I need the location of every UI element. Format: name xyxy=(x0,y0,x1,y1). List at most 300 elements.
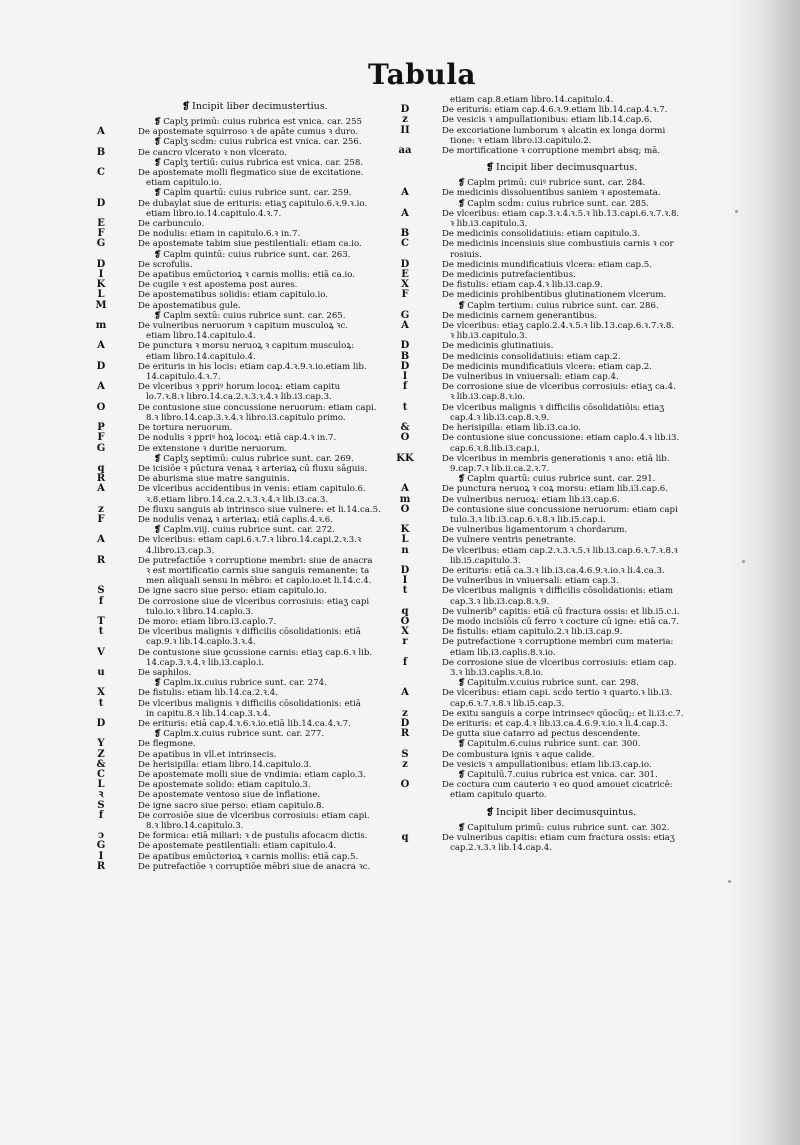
index-entry xyxy=(400,350,780,362)
entry-text: De vulneribus capitis: etiam cum fractura ossis: etiaʒ xyxy=(442,832,675,843)
entry-letter-marker: D xyxy=(96,258,106,270)
entry-letter-marker: O xyxy=(400,503,410,515)
book-heading xyxy=(420,806,780,819)
entry-letter-marker: KK xyxy=(396,452,414,464)
pilcrow-icon: ❡ xyxy=(458,678,466,689)
entry-letter-marker: I xyxy=(402,575,408,587)
entry-text: Caplm primū: cuiꝰ rubrice sunt. car. 284. xyxy=(467,178,646,189)
entry-text: Caplʒ primū: cuius rubrica est vnica. car. 255 xyxy=(163,117,363,127)
index-entry xyxy=(400,524,780,536)
entry-letter-marker: A xyxy=(401,320,409,332)
entry-text: etiam lib.i3.caplis.8.ꝛ.io. xyxy=(450,647,556,658)
index-entry xyxy=(396,452,780,464)
pilcrow-icon: ❡ xyxy=(486,162,495,174)
entry-text: Incipit liber decimusquintus. xyxy=(496,806,637,818)
index-entry xyxy=(402,636,780,648)
entry-text: De apostemate molli flegmatico siue de excitatione. xyxy=(138,168,364,179)
entry-letter-marker: z xyxy=(402,758,408,770)
entry-text: De carbunculo. xyxy=(138,219,205,230)
entry-text: De vulneribus in vniuersali: etiam cap.3. xyxy=(442,576,619,587)
entry-letter-marker: r xyxy=(402,636,408,648)
index-entry xyxy=(401,289,780,301)
ink-speck xyxy=(728,880,731,883)
entry-text: Incipit liber decimustertius. xyxy=(192,101,328,112)
entry-letter-marker: f xyxy=(98,595,104,607)
entry-letter-marker: S xyxy=(97,799,105,811)
entry-text: ꝛ.8.etiam libro.14.ca.2.ꝛ.3.ꝛ.4.ꝛ lib.i3.ca.3. xyxy=(146,494,329,505)
entry-text: Caplʒ septimū: cuius rubrice sunt. car. 269. xyxy=(163,453,354,464)
entry-text: De contusione siue concussione neruorum: etiam capi. xyxy=(138,402,377,413)
entry-text: De flegmone. xyxy=(138,739,196,750)
entry-letter-marker: F xyxy=(97,228,105,240)
entry-text: De medicinis prohibentibus glutinationem vlcerum. xyxy=(442,290,667,301)
entry-text: De formica: etiā miliari: ꝛ de pustulis afocacm dictis. xyxy=(138,831,368,842)
entry-text: De exitu sanguis a corpe intrinsecꝰ qūocūq;: et li.i3.c.7. xyxy=(442,708,684,719)
index-entry xyxy=(400,340,780,352)
chapter-heading xyxy=(420,678,780,688)
entry-letter-marker: D xyxy=(96,360,106,372)
entry-text: De medicinis mundificatiuis vlcera: etiam cap.5. xyxy=(442,259,652,270)
entry-text: De fistulis: etiam cap.4.ꝛ lib.i3.cap.9. xyxy=(442,280,603,291)
entry-continuation xyxy=(420,843,780,853)
entry-letter-marker: C xyxy=(97,167,105,179)
entry-letter-marker: A xyxy=(97,126,105,138)
entry-letter-marker: G xyxy=(400,309,410,321)
entry-text: 4.libro.i3.cap.3. xyxy=(146,545,215,556)
entry-letter-marker: Y xyxy=(97,738,105,750)
entry-letter-marker: D xyxy=(400,360,410,372)
entry-text: De vlceribus: etiam capi. scḋo tertio ꝛ quarto.ꝛ lib.i3. xyxy=(442,688,673,699)
entry-letter-marker: P xyxy=(97,422,105,434)
index-entry xyxy=(401,687,780,699)
entry-text: 14.capitulo.4.ꝛ.7. xyxy=(146,372,221,383)
entry-continuation xyxy=(420,699,780,709)
entry-text: De apostemate tabim siue pestilentiali: etiam ca.io. xyxy=(138,239,362,250)
entry-text: 14.cap.3.ꝛ.4.ꝛ lib.i3.caplo.i. xyxy=(146,657,264,668)
entry-continuation xyxy=(420,464,780,474)
entry-text: De apostematibus gule. xyxy=(138,300,241,311)
entry-text: De icisiōe ꝛ pūctura venaꝝ ꝛ arteriaꝝ cū fluxu sāguis. xyxy=(138,463,368,474)
right-column xyxy=(396,95,780,854)
entry-text: De putrefactione ꝛ corruptione membri cum materia: xyxy=(442,637,674,648)
entry-text: cap.6.ꝛ.8.lib.i3.cap.i. xyxy=(450,443,540,454)
index-entry xyxy=(402,381,780,393)
entry-letter-marker: G xyxy=(96,238,106,250)
pilcrow-icon: ❡ xyxy=(486,806,495,818)
pilcrow-icon: ❡ xyxy=(458,198,466,209)
entry-letter-marker: T xyxy=(97,615,105,627)
entry-letter-marker: R xyxy=(400,728,410,740)
index-entry xyxy=(401,483,780,495)
entry-text: etiam capitulo.io. xyxy=(146,178,222,189)
entry-text: Caplʒ scḋm: cuius rubrica est vnica. car. 256. xyxy=(163,137,362,148)
entry-text: De apatibus emūctorioꝝ ꝛ carnis mollis: etiā ca.io. xyxy=(138,270,355,281)
index-entry xyxy=(398,145,780,157)
entry-text: tulo.io.ꝛ libro.14.caplo.3. xyxy=(146,606,254,617)
entry-letter-marker: II xyxy=(400,124,410,136)
entry-text: De apatibus emūctorioꝝ ꝛ carnis mollis: etiā cap.5. xyxy=(138,851,359,862)
entry-text: tulo.3.ꝛ lib.i3.cap.6.ꝛ.8.ꝛ lib.i5.cap.i. xyxy=(450,514,606,525)
entry-text: De vulneribus neruorum ꝛ capitum musculoꝝ ꝛc. xyxy=(138,321,349,332)
entry-letter-marker: X xyxy=(97,687,105,699)
entry-letter-marker: t xyxy=(98,697,104,709)
pilcrow-icon: ❡ xyxy=(182,101,191,112)
entry-text: De apostemate ventoso siue de inflatione. xyxy=(138,790,321,801)
index-entry xyxy=(401,831,780,843)
entry-letter-marker: E xyxy=(401,269,409,281)
chapter-heading xyxy=(420,474,780,484)
entry-text: lib.i5.capitulo.3. xyxy=(450,555,521,566)
entry-text: rosiuis. xyxy=(450,249,482,260)
index-entry xyxy=(402,371,780,383)
entry-text: 9.cap.7.ꝛ lib.ii.ca.2.ꝛ.7. xyxy=(450,463,550,474)
entry-text: Caplm.viij. cuius rubrice sunt. car. 272. xyxy=(163,525,336,536)
index-entry xyxy=(401,534,780,546)
pilcrow-icon: ❡ xyxy=(154,157,162,168)
entry-letter-marker: L xyxy=(401,534,409,546)
entry-text: De vlceribus malignis ꝛ difficilis cōsolidationis: etiam xyxy=(442,586,673,597)
entry-text: De corrosione siue de vlceribus corrosiuis: etiaʒ ca.4. xyxy=(442,382,676,393)
index-entry xyxy=(401,544,780,556)
entry-letter-marker: z xyxy=(98,503,104,515)
entry-text: etiam libro.14.capitulo.4. xyxy=(146,331,256,342)
entry-text: De vlceribus ꝛ ppriꝰ horum locoꝝ: etiam capitu xyxy=(138,382,341,393)
chapter-heading xyxy=(420,301,780,311)
entry-text: Caplm.ix.cuius rubrice sunt. car. 274. xyxy=(163,678,327,689)
entry-text: De vlceribus: etiam cap.3.ꝛ.4.ꝛ.5.ꝛ lib.13.capi.6.ꝛ.7.ꝛ.8. xyxy=(442,208,680,219)
entry-letter-marker: F xyxy=(97,513,105,525)
entry-letter-marker: f xyxy=(402,381,408,393)
entry-text: ꝛ lib.i3.capitulo.3. xyxy=(450,331,528,342)
index-entry xyxy=(402,585,780,597)
entry-text: De vulnere ventris penetrante. xyxy=(442,535,577,546)
entry-text: De vulnerib⁹ capitis: etiā cū fractura ossis: et lib.i5.c.i. xyxy=(442,606,680,617)
entry-text: De coctura cum cauterio ꝛ eo quod amouet cicatricē: xyxy=(442,780,673,791)
entry-text: Capitulum primū: cuius rubrice sunt. car. 302. xyxy=(467,822,670,833)
index-entry xyxy=(400,422,780,434)
index-entry xyxy=(400,228,780,240)
entry-letter-marker: ꝛ xyxy=(98,789,104,801)
entry-text: De contusione siue ꝯcussione carnis: etiaʒ cap.6.ꝛ lib. xyxy=(138,647,373,658)
entry-text: De vlceribus accidentibus in venis: etiam capitulo.6. xyxy=(138,484,366,495)
entry-continuation xyxy=(420,597,780,607)
entry-text: men aliquali sensu in mēbro: et caplo.io.et li.14.c.4. xyxy=(146,576,372,587)
entry-letter-marker: L xyxy=(97,289,105,301)
entry-text: De cancro vlcerato ꝛ non vlcerato. xyxy=(138,147,287,158)
entry-letter-marker: D xyxy=(96,717,106,729)
entry-text: tione: ꝛ etiam libro.i3.capitulo.2. xyxy=(450,135,592,146)
entry-letter-marker: t xyxy=(98,626,104,638)
entry-text: ꝛ lib.i3.cap.8.ꝛ.io. xyxy=(450,392,526,403)
entry-text: De corrosione siue de vlceribus corrosiuis: etiaʒ capi xyxy=(138,596,370,607)
index-entry xyxy=(401,238,780,250)
entry-letter-marker: O xyxy=(400,615,410,627)
entry-letter-marker: M xyxy=(95,299,107,311)
entry-text: De apostematibus solidis: etiam capitulo.io. xyxy=(138,290,328,301)
entry-text: De vesicis ꝛ ampullationibus: etiam lib.i3.cap.io. xyxy=(442,759,652,770)
pilcrow-icon: ❡ xyxy=(458,300,466,311)
entry-letter-marker: F xyxy=(97,432,105,444)
entry-letter-marker: A xyxy=(97,483,105,495)
entry-continuation xyxy=(420,392,780,402)
entry-letter-marker: O xyxy=(96,401,106,413)
entry-text: De vulneribus in vniuersali: etiam cap.4. xyxy=(442,372,619,383)
entry-text: De medicinis glutinatiuis. xyxy=(442,341,554,352)
entry-text: De medicinis carnem generantibus. xyxy=(442,310,598,321)
pilcrow-icon: ❡ xyxy=(458,770,466,780)
entry-letter-marker: & xyxy=(96,758,106,770)
pilcrow-icon: ❡ xyxy=(154,137,162,148)
entry-text: De apostemate squirroso ꝛ de apāte cumus ꝛ duro. xyxy=(138,127,358,138)
chapter-heading xyxy=(420,823,780,833)
entry-letter-marker: q xyxy=(401,605,409,617)
pilcrow-icon: ❡ xyxy=(154,525,162,536)
entry-text: ꝛ est mortificatio carnis siue sanguis remanente: ta xyxy=(146,565,370,576)
entry-text: De vulneribus ligamentorum ꝛ chordarum. xyxy=(442,525,628,536)
entry-letter-marker: S xyxy=(97,585,105,597)
entry-text: cap.2.ꝛ.3.ꝛ lib.14.cap.4. xyxy=(450,843,552,854)
page-title: Tabula xyxy=(368,58,477,91)
entry-text: etiam libro.io.14.capitulo.4.ꝛ.7. xyxy=(146,208,282,219)
entry-letter-marker: n xyxy=(401,544,409,556)
entry-letter-marker: D xyxy=(400,564,410,576)
entry-text: De medicinis consolidatiuis: etiam capitulo.3. xyxy=(442,229,641,240)
chapter-heading xyxy=(420,770,780,780)
entry-letter-marker: m xyxy=(399,493,411,505)
entry-letter-marker: t xyxy=(402,401,408,413)
entry-letter-marker: q xyxy=(97,462,105,474)
entry-text: Incipit liber decimusquartus. xyxy=(496,162,638,174)
entry-text: Caplm quartū: cuius rubrice sunt. car. 259. xyxy=(163,188,352,199)
entry-text: De tortura neruorum. xyxy=(138,423,233,434)
entry-continuation xyxy=(420,556,780,566)
entry-text: Caplm.x.cuius rubrice sunt. car. 277. xyxy=(163,729,325,740)
entry-text: De igne sacro siue perso: etiam capitulo.8. xyxy=(138,800,325,811)
entry-letter-marker: C xyxy=(401,238,409,250)
entry-text: De apostemate pestilentiali: etiam capitulo.4. xyxy=(138,841,337,852)
entry-letter-marker: D xyxy=(400,717,410,729)
entry-letter-marker: K xyxy=(400,524,410,536)
entry-continuation xyxy=(420,219,780,229)
index-entry xyxy=(399,493,780,505)
entry-letter-marker: t xyxy=(402,585,408,597)
entry-letter-marker: f xyxy=(98,809,104,821)
entry-text: De medicinis putrefacientibus. xyxy=(442,270,576,281)
entry-letter-marker: u xyxy=(97,666,105,678)
entry-letter-marker: m xyxy=(95,320,107,332)
pilcrow-icon: ❡ xyxy=(154,729,162,740)
entry-text: De gutta siue catarro ad pectus descendente. xyxy=(442,729,641,740)
entry-text: cap.9.ꝛ lib.14.caplo.3.ꝛ.4. xyxy=(146,637,256,648)
index-entry xyxy=(400,104,780,116)
entry-letter-marker: I xyxy=(402,371,408,383)
entry-text: cap.4.ꝛ lib.i3.cap.8.ꝛ.9. xyxy=(450,412,550,423)
entry-text: De nodulis ꝛ ppriꝰ hoꝝ locoꝝ: etiā cap.4.ꝛ in.7. xyxy=(138,433,337,444)
entry-letter-marker: K xyxy=(96,279,106,291)
entry-text: De vesicis ꝛ ampullationibus: etiam lib.14.cap.6. xyxy=(442,115,653,126)
entry-text: 3.ꝛ lib.i3.caplis.ꝛ.8.io. xyxy=(450,667,544,678)
entry-text: De dubaylat siue de erituris: etiaʒ capitulo.6.ꝛ.9.ꝛ.io. xyxy=(138,198,368,209)
entry-letter-marker: B xyxy=(400,228,410,240)
pilcrow-icon: ❡ xyxy=(154,249,162,260)
entry-text: De vlceribus: etiam capi.6.ꝛ.7.ꝛ libro.14.capi.2.ꝛ.3.ꝛ xyxy=(138,535,362,546)
entry-letter-marker: & xyxy=(400,422,410,434)
entry-continuation xyxy=(420,136,780,146)
entry-letter-marker: D xyxy=(400,258,410,270)
index-entry xyxy=(400,717,780,729)
entry-text: De punctura neruoꝝ ꝛ coꝝ morsu: etiam lib.i3.cap.6. xyxy=(442,484,669,495)
entry-letter-marker: X xyxy=(401,279,409,291)
entry-letter-marker: R xyxy=(96,473,106,485)
entry-letter-marker: I xyxy=(98,269,104,281)
index-entry xyxy=(400,615,780,627)
index-entry xyxy=(401,279,780,291)
entry-text: De mortificatione ꝛ corruptione membri absq; mā. xyxy=(442,146,661,157)
entry-text: De corrosione siue de vlceribus corrosiuis: etiam cap. xyxy=(442,657,677,668)
entry-continuation xyxy=(420,515,780,525)
entry-text: lo.7.ꝛ.8.ꝛ libro.14.ca.2.ꝛ.3.ꝛ.4.ꝛ lib.i3.cap.3. xyxy=(146,392,332,403)
entry-text: De cugile ꝛ est apostema post aures. xyxy=(138,280,298,291)
entry-text: De excoriatione lumborum ꝛ alcatin ex longa dormi xyxy=(442,125,666,136)
index-entry xyxy=(402,575,780,587)
entry-text: Capitulm.6.cuius rubrice sunt. car. 300. xyxy=(467,739,641,750)
entry-text: De vlceribus: etiam cap.2.ꝛ.3.ꝛ.5.ꝛ lib.i3.cap.6.ꝛ.7.ꝛ.8.ꝛ xyxy=(442,545,678,556)
index-entry xyxy=(400,309,780,321)
index-entry xyxy=(96,860,476,872)
entry-text: Capitulm.v.cuius rubrice sunt. car. 298. xyxy=(467,678,639,689)
entry-text: Caplm quintū: cuius rubrice sunt. car. 263. xyxy=(163,249,351,260)
entry-text: De scrofulis. xyxy=(138,259,193,270)
index-entry xyxy=(401,207,780,219)
entry-text: Caplʒ tertiū: cuius rubrica est vnica. car. 258. xyxy=(163,157,364,168)
entry-continuation xyxy=(420,95,780,105)
index-entry xyxy=(402,114,780,126)
entry-text: De erituris: etiā ca.3.ꝛ lib.i3.ca.4.6.9.ꝛ.io.ꝛ li.4.ca.3. xyxy=(442,565,665,576)
index-entry xyxy=(401,605,780,617)
entry-letter-marker: X xyxy=(401,626,409,638)
entry-letter-marker: I xyxy=(98,850,104,862)
entry-letter-marker: A xyxy=(97,534,105,546)
entry-text: De combustura ignis ꝛ aque calide. xyxy=(442,749,595,760)
entry-letter-marker: f xyxy=(402,656,408,668)
entry-text: De medicinis dissoluentibus saniem ꝛ apostemata. xyxy=(442,188,661,199)
entry-text: De fistulis: etiam capitulo.2.ꝛ lib.i3.cap.9. xyxy=(442,627,623,638)
entry-letter-marker: G xyxy=(96,442,106,454)
entry-text: 8.ꝛ libro.14.cap.3.ꝛ.4.ꝛ libro.i3.capitulo primo. xyxy=(146,412,346,423)
entry-continuation xyxy=(420,648,780,658)
entry-letter-marker: F xyxy=(401,289,409,301)
chapter-heading xyxy=(420,739,780,749)
entry-letter-marker: S xyxy=(401,748,409,760)
entry-text: De aburisma siue matre sanguinis. xyxy=(138,474,290,485)
book-heading xyxy=(420,161,780,174)
entry-text: De herisipilla: etiam libro.14.capitulo.3. xyxy=(138,759,312,770)
chapter-heading xyxy=(420,199,780,209)
index-entry xyxy=(400,503,780,515)
entry-text: 8.ꝛ libro.14.capitulo.3. xyxy=(146,821,244,832)
index-entry xyxy=(401,320,780,332)
entry-text: De vlceribus malignis ꝛ difficilis cōsolidationis: etiā xyxy=(138,627,361,638)
entry-text: Caplm tertium: cuius rubrice sunt. car. 286. xyxy=(467,300,659,311)
entry-continuation xyxy=(420,331,780,341)
index-entry xyxy=(402,401,780,413)
entry-text: De apostemate solido: etiam capitulo.3. xyxy=(138,780,311,791)
pilcrow-icon: ❡ xyxy=(154,453,162,464)
pilcrow-icon: ❡ xyxy=(154,188,162,199)
entry-letter-marker: q xyxy=(401,831,409,843)
entry-text: De herisipilla: etiam lib.i3.ca.io. xyxy=(442,423,581,434)
entry-letter-marker: D xyxy=(400,104,410,116)
entry-text: De medicinis incensiuis siue combustiuis carnis ꝛ cor xyxy=(442,239,674,250)
entry-letter-marker: R xyxy=(96,554,106,566)
entry-text: De apostemate molli siue de vndimia: etiam caplo.3. xyxy=(138,770,366,780)
entry-text: Capitulū.7.cuius rubrica est vnica. car. 301. xyxy=(467,770,658,780)
entry-text: cap.6.ꝛ.7.ꝛ.8.ꝛ lib.i5.cap.3. xyxy=(450,698,565,709)
entry-text: Caplm quartū: cuius rubrice sunt. car. 291. xyxy=(467,474,656,485)
entry-text: De punctura ꝛ morsu neruoꝝ ꝛ capitum musculoꝝ: xyxy=(138,341,355,352)
entry-text: etiam cap.8.etiam libro.14.capitulo.4. xyxy=(450,95,614,105)
pilcrow-icon: ❡ xyxy=(458,178,466,189)
entry-letter-marker: aa xyxy=(398,145,412,157)
entry-text: Caplm sextū: cuius rubrice sunt. car. 265. xyxy=(163,310,346,321)
entry-text: De erituris: et cap.4.ꝛ lib.i3.ca.4.6.9.ꝛ.io.ꝛ li.4.cap.3. xyxy=(442,718,668,729)
entry-letter-marker: A xyxy=(401,483,409,495)
entry-letter-marker: A xyxy=(401,687,409,699)
entry-letter-marker: V xyxy=(97,646,105,658)
entry-text: cap.3.ꝛ lib.i3.cap.8.ꝛ.9. xyxy=(450,596,550,607)
entry-text: ꝛ lib.i3.capitulo.3. xyxy=(450,219,528,230)
index-entry xyxy=(400,360,780,372)
entry-text: De moro: etiam libro.i3.caplo.7. xyxy=(138,616,277,627)
entry-text: De erituris: etiam cap.4.6.ꝛ.9.etiam lib.14.cap.4.ꝛ.7. xyxy=(442,105,668,116)
entry-text: De modo incisiōis cū ferro ꝛ cocture cū igne: etiā ca.7. xyxy=(442,616,680,627)
entry-letter-marker: z xyxy=(402,114,408,126)
index-entry xyxy=(400,258,780,270)
index-entry xyxy=(402,758,780,770)
pilcrow-icon: ❡ xyxy=(458,739,466,750)
entry-letter-marker: R xyxy=(96,860,106,872)
entry-text: De nodulis: etiam in capitulo.6.ꝛ in.7. xyxy=(138,229,301,240)
entry-text: De erituris in his locis: etiam cap.4.ꝛ.9.ꝛ.io.etiam lib. xyxy=(138,361,367,372)
entry-text: in capitu.8.ꝛ lib.14.cap.3.ꝛ.4. xyxy=(146,708,271,719)
pilcrow-icon: ❡ xyxy=(154,678,162,689)
pilcrow-icon: ❡ xyxy=(458,474,466,485)
entry-text: De contusione siue concussione: etiam caplo.4.ꝛ lib.i3. xyxy=(442,433,680,444)
entry-text: De saphilos. xyxy=(138,667,192,678)
entry-letter-marker: A xyxy=(401,207,409,219)
pilcrow-icon: ❡ xyxy=(154,310,162,321)
entry-text: De vlceribus in membris generationis ꝛ ano: etiā lib. xyxy=(442,453,670,464)
index-entry xyxy=(400,432,780,444)
index-entry xyxy=(401,269,780,281)
index-entry xyxy=(401,748,780,760)
index-entry xyxy=(400,779,780,791)
entry-text: etiam capitulo quarto. xyxy=(450,790,547,801)
entry-text: De contusione siue concussione neruorum: etiam capi xyxy=(442,504,678,515)
pilcrow-icon: ❡ xyxy=(154,117,162,127)
entry-text: De igne sacro siue perso: etiam capitulo.io. xyxy=(138,586,327,597)
entry-letter-marker: A xyxy=(97,340,105,352)
entry-letter-marker: D xyxy=(400,340,410,352)
entry-letter-marker: O xyxy=(400,779,410,791)
entry-continuation xyxy=(420,413,780,423)
entry-letter-marker: G xyxy=(96,840,106,852)
entry-text: De vlceribus malignis ꝛ difficilis cōsolidatiōis: etiaʒ xyxy=(442,402,665,413)
entry-continuation xyxy=(420,790,780,800)
entry-letter-marker: O xyxy=(400,432,410,444)
entry-text: De fluxu sanguis ab intrinsco siue vulnere: et li.14.ca.5. xyxy=(138,504,381,515)
entry-text: De corrosiōe siue de vlceribus corrosiuis: etiam capi. xyxy=(138,810,370,821)
